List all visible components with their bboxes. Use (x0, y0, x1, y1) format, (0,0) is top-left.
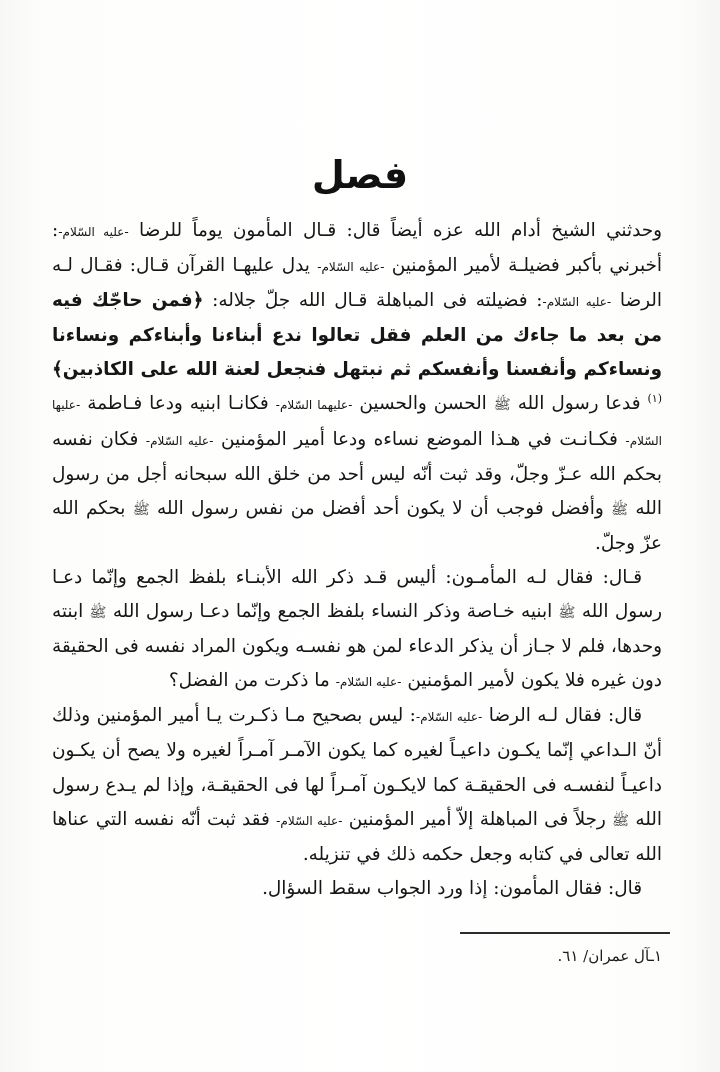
text-run: يدل عليهـا القرآن قـال: فقـال لـه الرضا (52, 255, 662, 312)
blessing-phrase: -عليه السّلام- (276, 813, 343, 828)
text-run: رجلاً فى المباهلة إلاّ أمير المؤمنين (342, 808, 613, 830)
text-run: وحدثني الشيخ أدام الله عزه أيضاً قال: قـال المأمون يوماً للرضا (128, 220, 662, 241)
chapter-title: فصل (311, 153, 409, 197)
text-run: : فضيلته فى المباهلة قـال الله جلّ جلاله: (203, 290, 543, 312)
paragraph (52, 214, 662, 561)
salawat-glyph: ﷺ (493, 397, 511, 414)
footnote: ١ـآل عمران/ ٦١. (557, 947, 662, 965)
paragraph (52, 699, 662, 871)
body-text (52, 214, 662, 906)
salawat-glyph: ﷺ (132, 501, 150, 518)
blessing-phrase: -عليه السّلام- (58, 225, 129, 239)
text-run: ابنته وحدها، فلم لا جـاز أن يذكر الدعاء لمن هو نفسـه ويكون المراد نفسه فى الحقيقة دون غيره فلا يكون لأمير المؤمنين (52, 601, 662, 692)
blessing-phrase: -عليه السّلام- (335, 675, 402, 690)
paragraph (52, 561, 662, 699)
blessing-phrase: -عليهما السّلام- (275, 398, 353, 413)
text-run: قـال: فقال لـه المأمـون: أليس قـد ذكر الله الأبنـاء بلفظ الجمع وإنّما دعـا رسول الله (52, 566, 662, 623)
text-run: بحكم الله عزّ وجلّ. (52, 497, 662, 554)
blessing-phrase: -عليه السّلام- (415, 710, 483, 725)
salawat-glyph: ﷺ (89, 605, 107, 622)
text-run: فكـانـت في هـذا الموضع نساءه ودعا أمير المؤمنين (213, 428, 626, 450)
blessing-phrase: -عليه السّلام- (317, 260, 385, 275)
text-run: : أخبرني بأكبر فضيلـة لأمير المؤمنين (52, 220, 662, 277)
text-run: وأفضل فوجب أن لا يكون أحد أفضل من نفس رسول الله (149, 497, 612, 519)
paragraph (52, 872, 662, 906)
text-run: فكانـا ابنيه ودعا فـاطمة (80, 393, 276, 415)
text-run: : ليس بصحيح مـا ذكـرت يـا أمير المؤمنين وذلك أنّ الـداعي إنّما يكـون داعيـاً لغيره كما يكون الآمـر آمـراً لغيره ولا يصح أن يكـون داعيـاً لنفسـه فى الحقيقـة كما لايكـون آمـراً لها فى الحقيقـة، وإذا لم يـدع رسول الله (52, 705, 662, 830)
footnote-marker: (١) (647, 392, 662, 406)
text-run: قال: فقال المأمون: إذا ورد الجواب سقط السؤال. (262, 877, 642, 899)
quran-verse: ﴿فمن حاجّك فيه من بعد ما جاءك من العلم فقل تعالوا ندع أبناءنا وأبناءكم ونساءنا ونساءكم وأنفسنا وأنفسكم ثم نبتهل فنجعل لعنة الله على الكاذبين﴾ (52, 290, 662, 381)
text-run: قال: فقال لـه الرضا (482, 705, 643, 727)
text-run: فكان نفسه بحكم الله عـزّ وجلّ، وقد ثبت أنّه ليس أحد من خلق الله سبحانه أجل من رسول الله (52, 428, 662, 519)
text-run: فقد ثبت أنّه نفسه التي عناها الله تعالى في كتابه وجعل حكمه ذلك في تنزيله. (52, 808, 662, 865)
salawat-glyph: ﷺ (558, 605, 576, 622)
salawat-glyph: ﷺ (611, 501, 628, 518)
text-run: فدعا رسول الله (510, 393, 648, 415)
blessing-phrase: -عليه السّلام- (145, 433, 214, 448)
text-run: ما ذكرت من الفضل؟ (168, 670, 336, 692)
blessing-phrase: -عليه السّلام- (542, 295, 612, 310)
text-run: ابنيه خـاصة وذكر النساء بلفظ الجمع وإنّما دعـا رسول الله (106, 601, 559, 623)
salawat-glyph: ﷺ (612, 812, 630, 829)
blessing-phrase: -عليها السّلام- (52, 398, 662, 448)
footnote-divider (460, 932, 670, 934)
text-run: الحسن والحسين (352, 393, 494, 415)
